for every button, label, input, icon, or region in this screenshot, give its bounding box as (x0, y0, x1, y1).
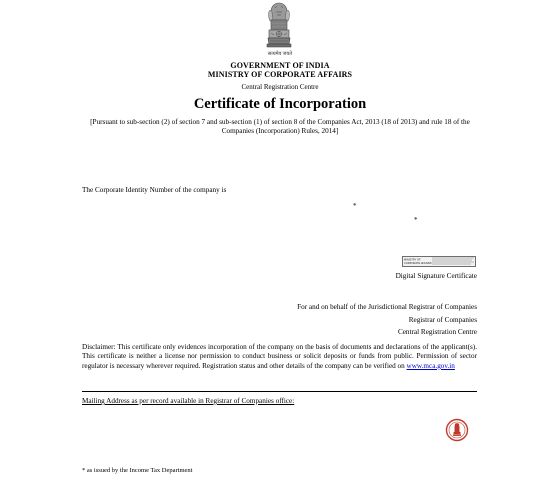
gov-line-2: MINISTRY OF CORPORATE AFFAIRS (207, 70, 353, 79)
signatory-line-2: Registrar of Companies (408, 316, 477, 324)
digital-signature-stamp-icon (402, 256, 476, 267)
svg-text:MINISTRY OF: MINISTRY OF (404, 258, 421, 262)
mailing-address-label: Mailing Address as per record available in Registrar of Companies office: (82, 397, 295, 405)
asterisk-mark: * (414, 216, 418, 224)
cin-statement: The Corporate Identity Number of the company is (82, 186, 227, 194)
gov-line-1: GOVERNMENT OF INDIA (230, 61, 330, 70)
official-seal-icon (445, 418, 469, 442)
mailing-address-heading (82, 397, 294, 405)
signatory-line-1: For and on behalf of the Jurisdictional Registrar of Companies (297, 303, 477, 311)
asterisk-mark: * (353, 202, 357, 210)
disclaimer-text: Disclaimer: This certificate only evidences incorporation of the company on the basis of documents and declarations of the applicant(s). This certificate is neither a license nor permission to conduct business or solicit deposits or funds from public. Permission of sector regulator is necessary wherever required. Registration status and other details of the company can be verified on (82, 343, 477, 370)
government-heading (0, 61, 560, 79)
signatory-line-3: Central Registration Centre (397, 328, 477, 336)
svg-text:CORPORATE AFFAIRS: CORPORATE AFFAIRS (404, 262, 432, 266)
horizontal-divider (82, 391, 477, 392)
footnote: * as issued by the Income Tax Department (82, 467, 193, 474)
mca-website-link[interactable]: www.mca.gov.in (406, 361, 455, 370)
national-emblem-icon (262, 0, 296, 56)
pursuant-clause: [Pursuant to sub-section (2) of section 7 and sub-section (1) of section 8 of the Companies Act, 2013 (18 of 2013) and rule 18 of the Companies (Incorporation) Rules, 2014] (90, 118, 470, 135)
centre-name: Central Registration Centre (241, 83, 319, 91)
disclaimer (82, 343, 477, 371)
document-title: Certificate of Incorporation (193, 96, 367, 112)
emblem-motto: सत्यमेव जयते (267, 52, 293, 57)
digital-signature-label: Digital Signature Certificate (395, 272, 477, 280)
